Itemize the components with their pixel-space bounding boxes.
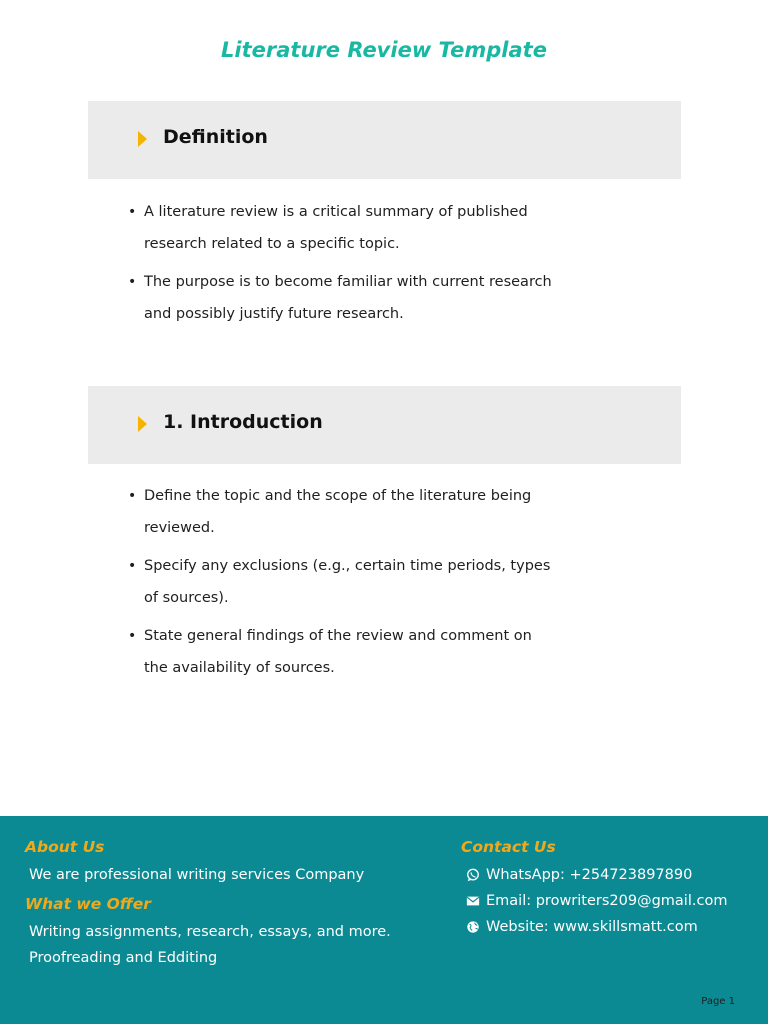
page-number: Page 1 [701,996,735,1007]
whatsapp-text: WhatsApp: +254723897890 [486,867,693,883]
bullet-text: The purpose is to become familiar with current research and possibly justify future research. [144,274,552,322]
offer-line: Proofreading and Edditing [29,950,218,966]
bullet-icon: • [128,488,137,504]
introduction-bullet-list [128,480,558,690]
email-contact[interactable] [466,893,727,909]
whatsapp-icon [466,868,480,882]
caret-right-icon [138,416,147,432]
footer [0,816,768,1024]
list-item [128,620,558,684]
envelope-icon [466,894,480,908]
bullet-icon: • [128,274,137,290]
about-us-heading: About Us [25,838,105,856]
bullet-text: State general findings of the review and comment on the availability of sources. [144,628,532,676]
document-title: Literature Review Template [221,38,547,62]
list-item [128,266,558,330]
offer-line: Writing assignments, research, essays, and more. [29,924,391,940]
what-we-offer-heading: What we Offer [25,895,151,913]
bullet-icon: • [128,558,137,574]
section-header-introduction [88,386,681,464]
list-item [128,550,558,614]
bullet-icon: • [128,204,137,220]
list-item [128,196,558,260]
website-text: Website: www.skillsmatt.com [486,919,698,935]
definition-bullet-list [128,196,558,336]
bullet-text: Specify any exclusions (e.g., certain time periods, types of sources). [144,558,551,606]
about-us-text: We are professional writing services Company [29,867,365,883]
list-item [128,480,558,544]
email-text: Email: prowriters209@gmail.com [486,893,728,909]
section-heading: Definition [163,126,268,148]
bullet-text: A literature review is a critical summary of published research related to a specific topic. [144,204,528,252]
contact-us-heading: Contact Us [461,838,556,856]
bullet-text: Define the topic and the scope of the literature being reviewed. [144,488,532,536]
caret-right-icon [138,131,147,147]
bullet-icon: • [128,628,137,644]
section-header-definition [88,101,681,179]
whatsapp-contact[interactable] [466,867,692,883]
section-heading: 1. Introduction [163,411,323,433]
globe-icon [466,920,480,934]
website-contact[interactable] [466,919,698,935]
